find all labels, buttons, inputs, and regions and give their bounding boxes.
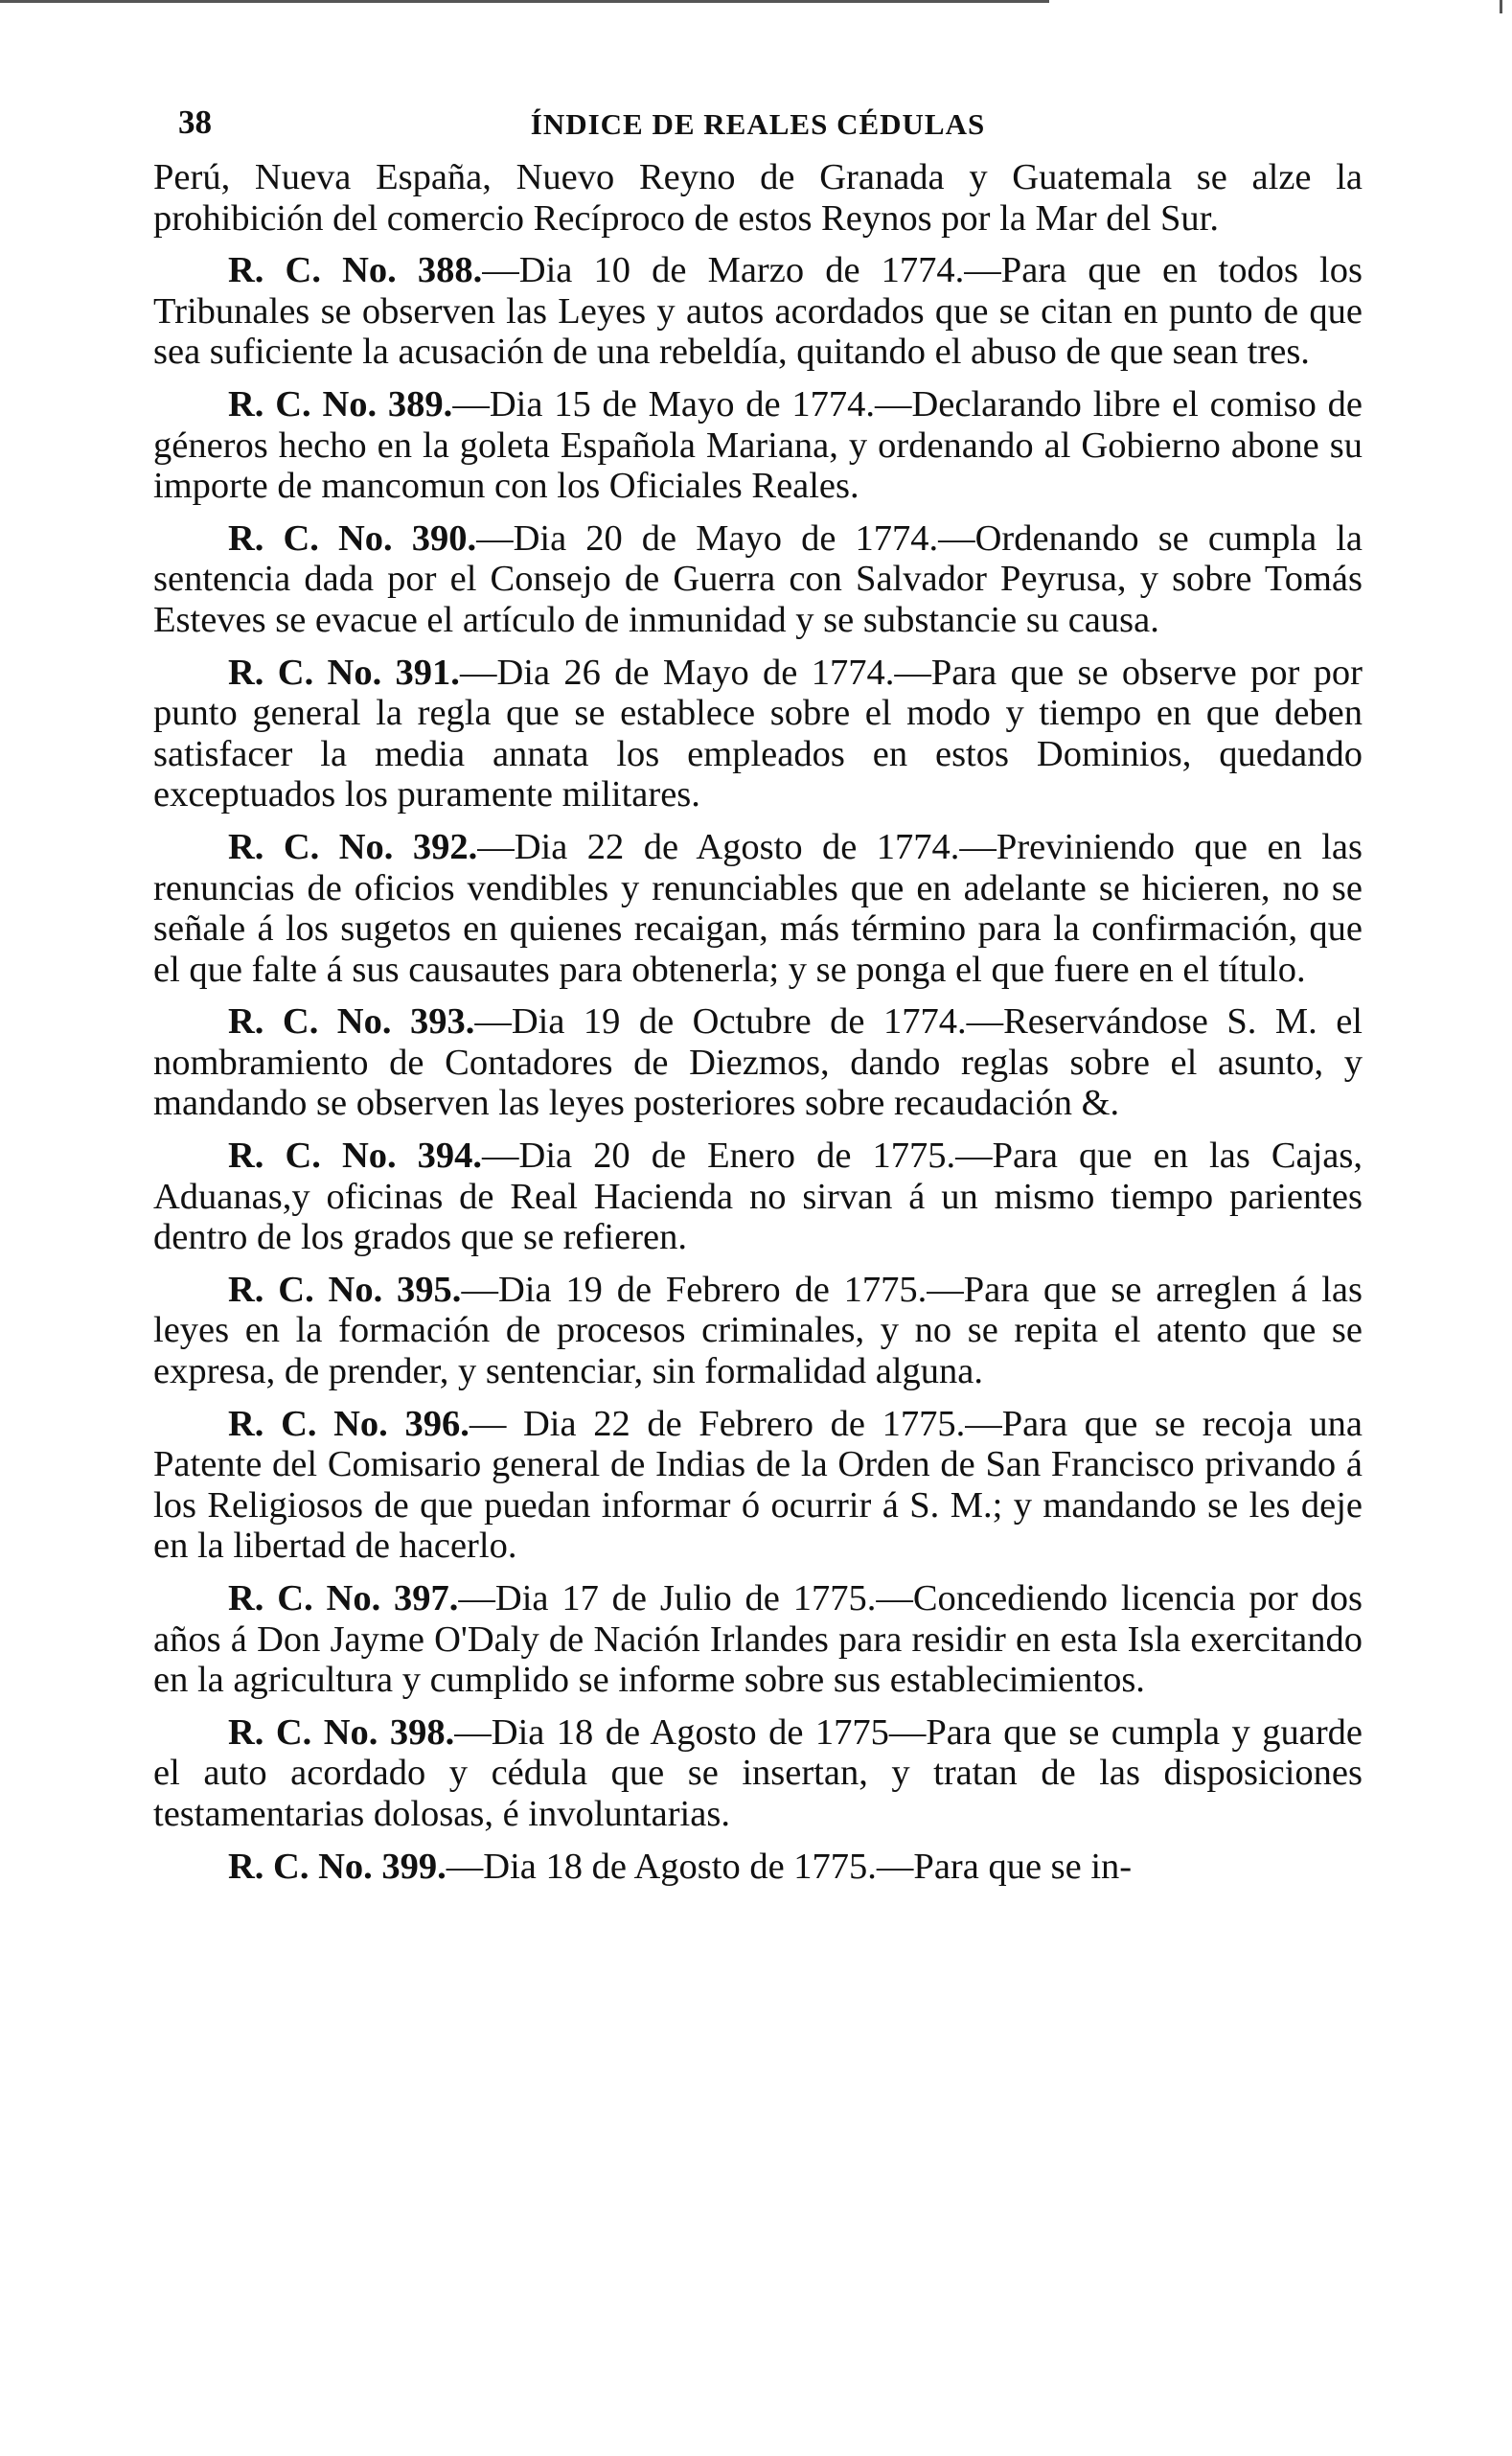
- entry-389: [153, 384, 1363, 507]
- entry-text: —Dia 18 de Agosto de 1775.—Para que se in-: [446, 1846, 1133, 1887]
- running-header: [153, 103, 1363, 157]
- entry-text: —Dia 17 de Julio de 1775.—Concediendo licencia por dos años á Don Jayme O'Daly de Nación Irlandes para residir en esta Isla exercitando en la agricultura y cumplido se informe sobre sus establecimientos.: [153, 1578, 1363, 1701]
- entry-citation: R. C. No. 396.: [228, 1403, 470, 1444]
- entry-text: —Dia 20 de Enero de 1775.—Para que en las Cajas, Aduanas,y oficinas de Real Hacienda no sirvan á un mismo tiempo parientes dentro de los grados que se refieren.: [153, 1136, 1363, 1258]
- edge-scan-mark: [1500, 0, 1502, 13]
- entry-399: [153, 1847, 1363, 1888]
- running-title: ÍNDICE DE REALES CÉDULAS: [530, 107, 986, 141]
- entry-text: — Dia 22 de Febrero de 1775.—Para que se recoja una Patente del Comisario general de Indias de la Orden de San Francisco privando á los Religiosos de que puedan informar ó ocurrir á S. M.; y mandando se les deje en la libertad de hacerlo.: [153, 1403, 1363, 1567]
- entry-text: —Dia 10 de Marzo de 1774.—Para que en todos los Tribunales se observen las Leyes y autos acordados que se citan en punto de que sea suficiente la acusación de una rebeldía, quitando el abuso de que sean tres.: [153, 250, 1363, 373]
- entry-citation: R. C. No. 394.: [228, 1136, 483, 1177]
- entry-continuation: [153, 157, 1363, 239]
- entry-text: —Dia 22 de Agosto de 1774.—Previniendo que en las renuncias de oficios vendibles y renunciables que en adelante se hicieren, no se señale á los sugetos en quienes recaigan, más término para la confirmación, que el que falte á sus causautes para obtenerla; y se ponga el que fuere en el título.: [153, 826, 1363, 990]
- entry-citation: R. C. No. 389.: [228, 383, 453, 425]
- entry-395: [153, 1270, 1363, 1392]
- entry-393: [153, 1001, 1363, 1124]
- entry-text: —Dia 26 de Mayo de 1774.—Para que se observe por por punto general la regla que se establece sobre el modo y tiempo en que deben satisfacer la media annata los empleados en estos Dominios, quedando exceptuados los puramente militares.: [153, 652, 1363, 815]
- entry-list: [153, 157, 1363, 1887]
- entry-citation: R. C. No. 393.: [228, 1001, 475, 1043]
- entry-citation: R. C. No. 390.: [228, 517, 477, 559]
- page-number: 38: [178, 103, 212, 141]
- top-scan-rule: [0, 0, 1049, 3]
- document-page: [153, 103, 1363, 1898]
- entry-citation: R. C. No. 398.: [228, 1711, 455, 1753]
- entry-396: [153, 1404, 1363, 1567]
- entry-text: —Dia 15 de Mayo de 1774.—Declarando libre el comiso de géneros hecho en la goleta Española Mariana, y ordenando al Gobierno abone su importe de mancomun con los Oficiales Reales.: [153, 383, 1363, 507]
- entry-text: —Dia 20 de Mayo de 1774.—Ordenando se cumpla la sentencia dada por el Consejo de Guerra con Salvador Peyrusa, y sobre Tomás Esteves se evacue el artículo de inmunidad y se substancie su causa.: [153, 517, 1363, 640]
- entry-388: [153, 250, 1363, 373]
- entry-citation: R. C. No. 392.: [228, 826, 478, 867]
- entry-citation: R. C. No. 395.: [228, 1269, 462, 1310]
- entry-text: —Dia 18 de Agosto de 1775—Para que se cumpla y guarde el auto acordado y cédula que se insertan, y tratan de las disposiciones testamentarias dolosas, é involuntarias.: [153, 1711, 1363, 1834]
- entry-392: [153, 827, 1363, 990]
- entry-text: —Dia 19 de Octubre de 1774.—Reservándose S. M. el nombramiento de Contadores de Diezmos, dando reglas sobre el asunto, y mandando se observen las leyes posteriores sobre recaudación &.: [153, 1001, 1363, 1124]
- entry-394: [153, 1136, 1363, 1258]
- entry-citation: R. C. No. 388.: [228, 250, 483, 291]
- entry-398: [153, 1712, 1363, 1835]
- entry-citation: R. C. No. 391.: [228, 652, 460, 693]
- entry-390: [153, 518, 1363, 641]
- entry-391: [153, 653, 1363, 815]
- entry-text: —Dia 19 de Febrero de 1775.—Para que se arreglen á las leyes en la formación de procesos criminales, y no se repita el atento que se expresa, de prender, y sentenciar, sin formalidad alguna.: [153, 1269, 1363, 1392]
- entry-citation: R. C. No. 399.: [228, 1846, 447, 1887]
- entry-text: Perú, Nueva España, Nuevo Reyno de Granada y Guatemala se alze la prohibición del comercio Recíproco de estos Reynos por la Mar del Sur.: [153, 157, 1363, 239]
- entry-397: [153, 1578, 1363, 1701]
- entry-citation: R. C. No. 397.: [228, 1578, 459, 1618]
